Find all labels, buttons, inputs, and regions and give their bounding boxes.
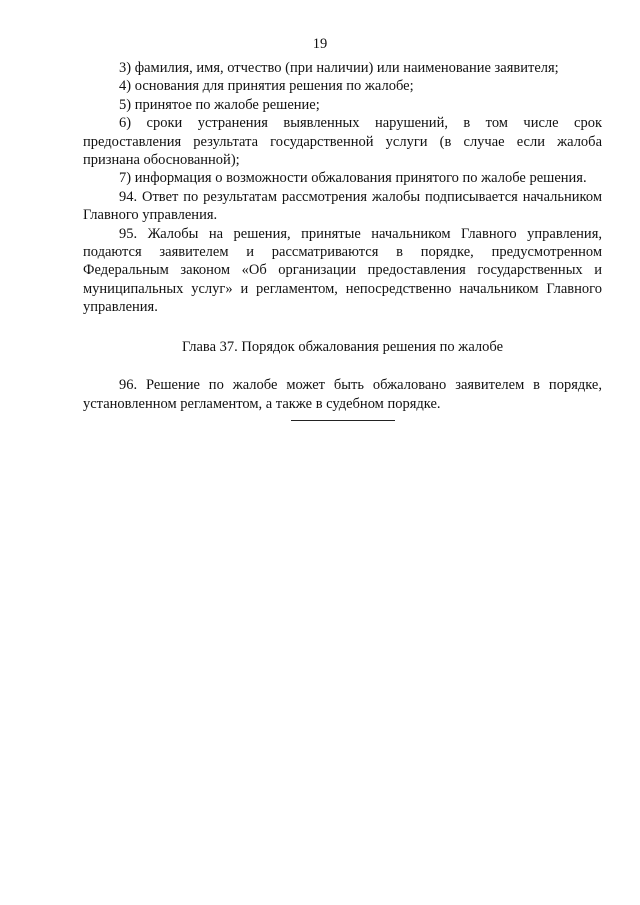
paragraph-95: 95. Жалобы на решения, принятые начальником Главного управления, подаются заявителем и рассматриваются в порядке, предусмотренном Федеральным законом «Об организации предоставления государственных и муниципальных услуг» и регламентом, непосредственно начальником Главного управления. xyxy=(83,225,602,316)
list-item-6: 6) сроки устранения выявленных нарушений, в том числе срок предоставления результата государственной услуги (в случае если жалоба признана обоснованной); xyxy=(83,115,602,169)
paragraph-94: 94. Ответ по результатам рассмотрения жалобы подписывается начальником Главного управления. xyxy=(83,188,602,224)
list-item-5: 5) принятое по жалобе решение; xyxy=(119,96,320,113)
paragraph-96: 96. Решение по жалобе может быть обжаловано заявителем в порядке, установленном регламентом, а также в судебном порядке. xyxy=(83,377,602,412)
list-item-7: 7) информация о возможности обжалования принятого по жалобе решения. xyxy=(119,170,587,187)
spacer xyxy=(83,356,602,376)
chapter-heading: Глава 37. Порядок обжалования решения по жалобе xyxy=(181,338,504,355)
list-item-3: 3) фамилия, имя, отчество (при наличии) или наименование заявителя; xyxy=(119,60,559,76)
page-number: 19 xyxy=(312,36,328,52)
end-of-document-line xyxy=(291,420,395,421)
document-body xyxy=(83,59,602,413)
list-item-4: 4) основания для принятия решения по жалобе; xyxy=(119,78,414,95)
